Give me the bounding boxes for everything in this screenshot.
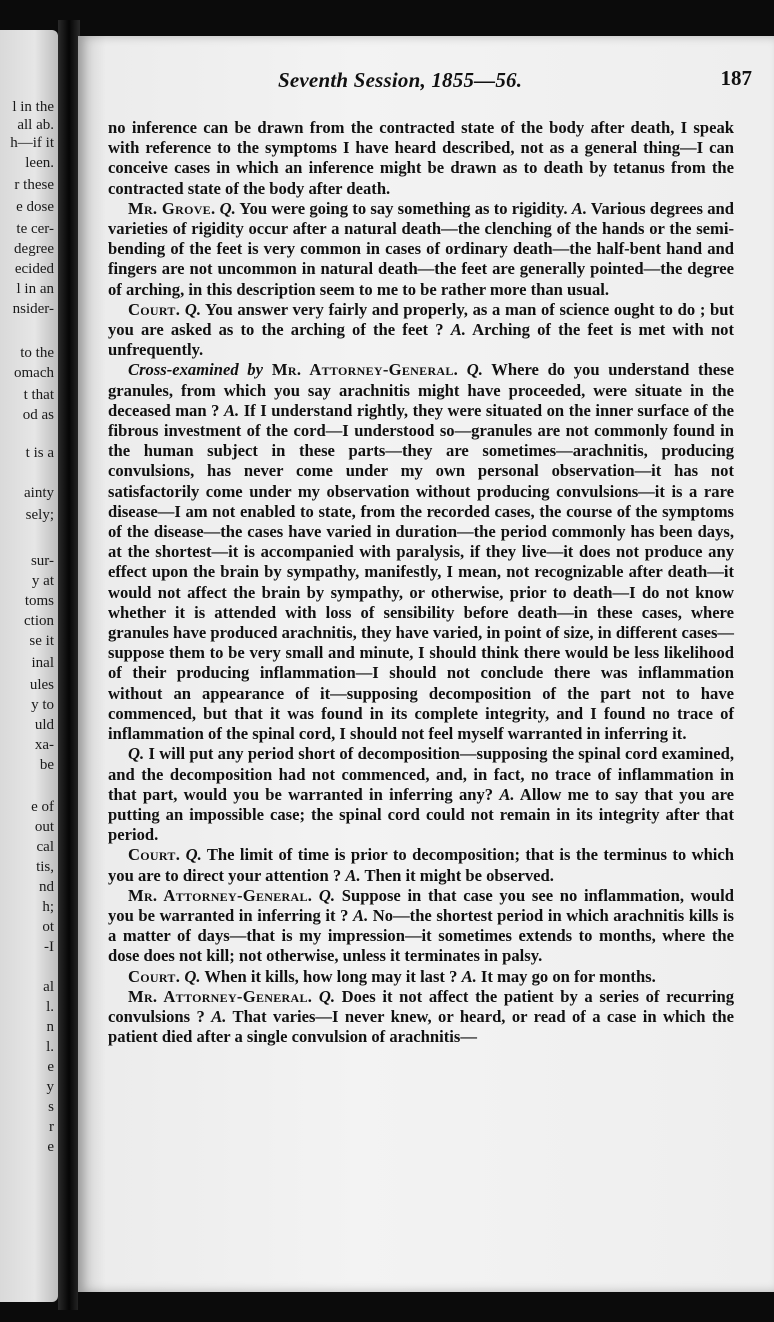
italic-text: A. (571, 198, 587, 218)
book-page (78, 36, 774, 1292)
facing-page-text-fragment: y to (31, 697, 54, 713)
paragraph (108, 118, 734, 199)
italic-text: Q. (180, 966, 201, 986)
facing-page-text-fragment: omach (14, 365, 54, 381)
facing-page-text-fragment: h; (42, 899, 54, 915)
facing-page-text-fragment: out (34, 819, 54, 835)
facing-page-edge (0, 30, 58, 1302)
paragraph-text: That varies—I never knew, or heard, or read of a case in which the patient died after a single convulsion of arachnitis— (108, 1006, 734, 1047)
speaker-name: Mr. Attorney-General. (262, 360, 459, 380)
italic-text: Q. (458, 360, 483, 380)
italic-text: Q. (312, 885, 336, 905)
facing-page-text-fragment: ot (42, 919, 54, 935)
italic-text: A. (461, 966, 477, 986)
paragraph-text: It may go on for months. (476, 966, 656, 986)
facing-page-text-fragment: l in an (16, 281, 54, 297)
page-header (78, 64, 774, 94)
facing-page-text-fragment: ction (24, 613, 54, 629)
paragraph (108, 967, 734, 987)
scan-bottom-edge (78, 1292, 774, 1322)
facing-page-text-fragment: se it (29, 633, 54, 649)
paragraph-text: Arching of the feet is met with not unfrequently. (108, 320, 734, 360)
italic-text: Q. (312, 986, 335, 1006)
facing-page-text-fragment: e of (31, 799, 54, 815)
facing-page-text-fragment: al (43, 979, 54, 995)
paragraph-text: Then it might be observed. (360, 865, 554, 885)
facing-page-text-fragment: n (46, 1019, 54, 1035)
paragraph-text: If I understand rightly, they were situated on the inner surface of the fibrous investment of the cord—I understood so—granules are not commonly found in the human subject in these parts—they are sometimes—arachnitis, producing convulsions, has never come under my own personal observation—it has not satisfactorily come under my observation without producing convulsions—it is a rare disease—I am not enabled to state, from the recorded cases, the course of the symptoms of the disease—the cases have varied in duration—the period commonly has been days, at the shortest—it is accompanied with paralysis, if they live—it does not produce any effect upon the brain by sympathy, manifestly, I mean, not recognizable after death—it would not affect the brain by sympathy, or otherwise, prior to death—I do not know whether it is attended with loss of sensibility before death—in these cases, where granules have produced arachnitis, they have varied, in point of size, in different cases—suppose them to be very small and minute, I should think there would be less likelihood of their producing inflammation—I should not conclude there was inflammation without an appearance of it—supposing decomposition of the part not to have commenced, but that it was found in its complete integrity, and I found no trace of inflammation of the spinal cord, I should not feel myself warranted in inferring it. (108, 400, 734, 744)
facing-page-text-fragment: ainty (24, 485, 54, 501)
facing-page-text-fragment: sely; (25, 507, 54, 523)
facing-page-text-fragment: e (47, 1059, 54, 1075)
italic-text: Q. (180, 299, 201, 319)
facing-page-text-fragment: xa- (34, 737, 54, 753)
facing-page-text-fragment: t that (23, 387, 54, 403)
facing-page-text-fragment: e (47, 1139, 54, 1155)
paragraph (108, 845, 734, 885)
paragraph-text: No—the shortest period in which arachnitis kills is a matter of days—that is my impression—it sometimes extends to months, where the dose does not kill; not otherwise, unless it terminates in palsy. (108, 905, 734, 966)
facing-page-text-fragment: y at (31, 573, 54, 589)
facing-page-text-fragment: ules (29, 677, 54, 693)
speaker-name: Mr. Grove. (128, 198, 216, 218)
facing-page-text-fragment: te cer- (16, 221, 54, 237)
facing-page-text-fragment: y (46, 1079, 54, 1095)
facing-page-text-fragment: nsider- (12, 301, 54, 317)
facing-page-text-fragment: e dose (16, 199, 54, 215)
speaker-name: Mr. Attorney-General. (128, 986, 313, 1006)
italic-text: A. (450, 320, 466, 340)
book-gutter (58, 20, 80, 1310)
facing-page-text-fragment: all ab. (17, 117, 54, 133)
italic-text: Cross-examined by (128, 360, 263, 380)
paragraph (108, 300, 734, 361)
facing-page-text-fragment: degree (14, 241, 54, 257)
italic-text: A. (223, 400, 240, 420)
facing-page-text-fragment: to the (20, 345, 54, 361)
italic-text: Q. (180, 845, 202, 865)
facing-page-text-fragment: tis, (36, 859, 54, 875)
paragraph (108, 744, 734, 845)
paragraph-text: Various degrees and varieties of rigidity occur after a natural death—the clenching of the hands or the semi-bending of the feet is very common in cases of ordinary death—the half-bent hand and fingers are not uncommon in natural death—the feet are generally pointed—the degree of arching, in this description seem to me to be rather more than usual. (108, 198, 734, 299)
paragraph-text: Does it not affect the patient by a series of recurring convulsions ? (108, 986, 734, 1026)
speaker-name: Court. (128, 845, 181, 865)
body-text (108, 118, 734, 1047)
facing-page-text-fragment: inal (31, 655, 54, 671)
facing-page-text-fragment: s (48, 1099, 54, 1115)
paragraph (108, 886, 734, 967)
facing-page-text-fragment: nd (39, 879, 54, 895)
facing-page-text-fragment: leen. (25, 155, 54, 171)
facing-page-text-fragment: r (49, 1119, 54, 1135)
paragraph-text: Suppose in that case you see no inflammation, would you be warranted in inferring it ? (108, 885, 734, 925)
speaker-name: Court. (128, 966, 181, 986)
paragraph-text: no inference can be drawn from the contracted state of the body after death, I speak with reference to the symptoms I have heard described, not as a general thing—I can conceive cases in which an inference might be drawn as to death by tetanus from the contracted state of the body after death. (108, 118, 734, 198)
paragraph-text: Where do you understand these granules, from which you say arachnitis might have proceeded, were situate in the deceased man ? (108, 360, 734, 420)
italic-text: Q. (128, 744, 145, 764)
facing-page-text-fragment: toms (24, 593, 54, 609)
facing-page-text-fragment: l. (46, 999, 54, 1015)
italic-text: A. (211, 1006, 227, 1026)
paragraph-text: You were going to say something as to rigidity. (235, 198, 572, 218)
facing-page-text-fragment: sur- (30, 553, 54, 569)
facing-page-text-fragment: -I (44, 939, 54, 955)
paragraph-text: Allow me to say that you are putting an impossible case; the spinal cord could not remain in its integrity after that period. (108, 784, 735, 845)
speaker-name: Mr. Attorney-General. (128, 885, 313, 905)
paragraph-text: When it kills, how long may it last ? (200, 966, 462, 986)
facing-page-text-fragment: r these (14, 177, 54, 193)
facing-page-text-fragment: t is a (25, 445, 54, 461)
facing-page-text-fragment: od as (22, 407, 54, 423)
italic-text: A. (345, 865, 361, 885)
paragraph (108, 360, 734, 744)
running-head: Seventh Session, 1855—56. (278, 68, 523, 92)
italic-text: Q. (215, 198, 236, 218)
facing-page-text-fragment: cal (36, 839, 54, 855)
facing-page-text-fragment: ecided (14, 261, 54, 277)
paragraph-text: You answer very fairly and properly, as a man of science ought to do ; but you are asked as to the arching of the feet ? (108, 299, 735, 340)
paragraph-text: I will put any period short of decomposition—supposing the spinal cord examined, and the decomposition had not commenced, and, in fact, no trace of inflammation in that part, would you be warranted in inferring any? (108, 744, 734, 804)
paragraph (108, 987, 734, 1048)
paragraph (108, 199, 734, 300)
facing-page-text-fragment: l. (46, 1039, 54, 1055)
speaker-name: Court. (128, 299, 181, 319)
facing-page-text-fragment: l in the (12, 99, 54, 115)
paragraph-text: The limit of time is prior to decomposition; that is the terminus to which you are to direct your attention ? (108, 845, 734, 885)
facing-page-text-fragment: be (39, 757, 54, 773)
facing-page-text-fragment: uld (34, 717, 54, 733)
facing-page-text-fragment: h—if it (10, 135, 54, 151)
italic-text: A. (353, 905, 369, 925)
italic-text: A. (499, 784, 515, 804)
page-number: 187 (720, 66, 752, 90)
